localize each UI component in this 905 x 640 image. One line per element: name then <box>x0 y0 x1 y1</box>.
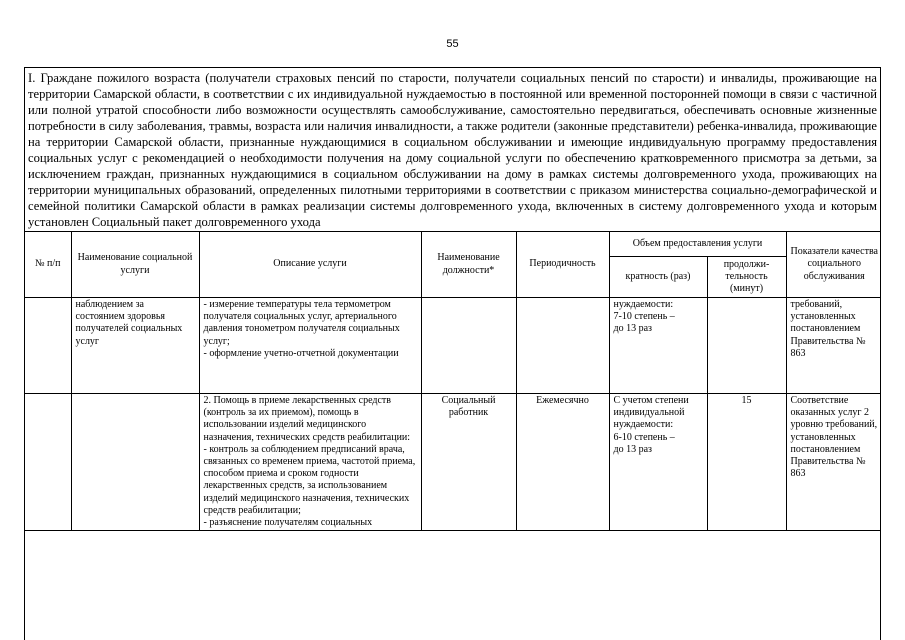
cell-description: - измерение температуры тела термометром получателя социальных услуг, артериального давления тонометром получателя социальных услуг; - оформление учетно-отчетной документации <box>199 298 421 394</box>
cell-periodicity: Ежемесячно <box>516 394 609 531</box>
header-duration: продолжи-тельность (минут) <box>707 257 786 298</box>
cell-frequency: нуждаемости: 7-10 степень – до 13 раз <box>609 298 707 394</box>
header-position: Наименование должности* <box>421 232 516 298</box>
cell-num <box>25 394 71 531</box>
header-description: Описание услуги <box>199 232 421 298</box>
cell-service-name <box>71 394 199 531</box>
document-frame <box>24 67 881 640</box>
cell-quality: требований, установленных постановлением Правительства № 863 <box>786 298 881 394</box>
header-volume: Объем предоставления услуги <box>609 232 786 257</box>
cell-periodicity <box>516 298 609 394</box>
table-row <box>25 298 881 394</box>
header-quality: Показатели качества социального обслуживания <box>786 232 881 298</box>
header-row <box>25 232 881 257</box>
header-frequency: кратность (раз) <box>609 257 707 298</box>
table-row <box>25 394 881 531</box>
cell-num <box>25 298 71 394</box>
cell-position <box>421 298 516 394</box>
cell-duration: 15 <box>707 394 786 531</box>
page-number: 55 <box>446 38 459 50</box>
cell-duration <box>707 298 786 394</box>
cell-description: 2. Помощь в приеме лекарственных средств (контроль за их приемом), помощь в использовании изделий медицинского назначения, технических средств реабилитации: - контроль за соблюдением предписаний врача, связанных со временем приема, частотой приема, способом приема и сроком годности лекарственных средств, за использованием изделий медицинского назначения, технических средств реабилитации; - разъяснение получателям социальных <box>199 394 421 531</box>
cell-service-name: наблюдением за состоянием здоровья получателей социальных услуг <box>71 298 199 394</box>
cell-position: Социальный работник <box>421 394 516 531</box>
header-periodicity: Периодичность <box>516 232 609 298</box>
services-table <box>25 232 881 531</box>
header-service-name: Наименование социальной услуги <box>71 232 199 298</box>
cell-quality: Соответствие оказанных услуг 2 уровню требований, установленных постановлением Правительства № 863 <box>786 394 881 531</box>
cell-frequency: С учетом степени индивидуальной нуждаемости: 6-10 степень – до 13 раз <box>609 394 707 531</box>
section-heading: I. Граждане пожилого возраста (получатели страховых пенсий по старости, получатели социальных пенсий по старости) и инвалиды, проживающие на территории Самарской области, в соответствии с их индивидуальной нуждаемостью в постоянной или временной посторонней помощи в связи с частичной или полной утратой способности либо возможности осуществлять самообслуживание, самостоятельно передвигаться, обеспечивать основные жизненные потребности в силу заболевания, травмы, возраста или наличия инвалидности, а также родители (законные представители) ребенка-инвалида, проживающие на территории Самарской области, признанные нуждающимися в социальном обслуживании и имеющие индивидуальную программу предоставления социальных услуг с рекомендацией о необходимости получения на дому социальной услуги по обеспечению кратковременного присмотра за детьми, за исключением граждан, признанных нуждающимися в социальном обслуживании на дому в рамках системы долговременного ухода, проживающих на территории муниципальных образований, определенных пилотными территориями в соответствии с приказом министерства социально-демографической и семейной политики Самарской области в рамках реализации системы долговременного ухода, включенных в систему долговременного ухода и которым установлен Социальный пакет долговременного ухода <box>25 68 880 232</box>
header-num: № п/п <box>25 232 71 298</box>
